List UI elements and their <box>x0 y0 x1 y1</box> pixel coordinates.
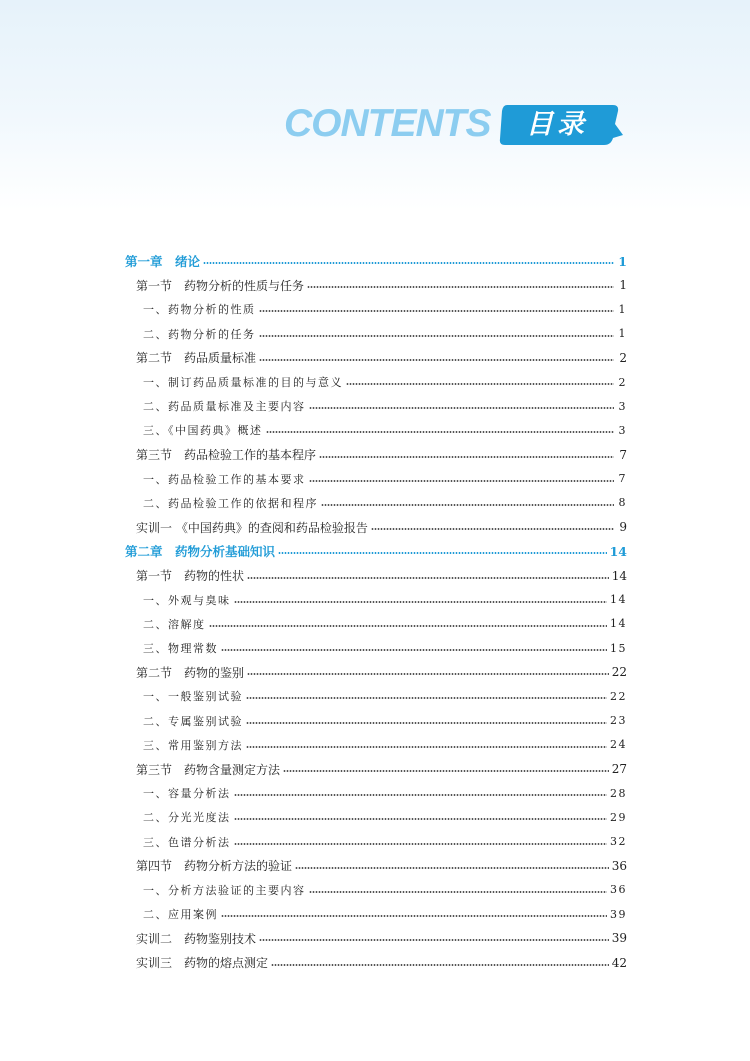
toc-entry-title: 一、一般鉴别试验 <box>143 690 243 704</box>
dot-leader <box>234 794 608 796</box>
toc-entry-title: 第四节 药物分析方法的验证 <box>136 859 293 874</box>
contents-title: CONTENTS <box>284 102 491 145</box>
toc-page-number: 15 <box>610 641 627 655</box>
mulu-badge <box>499 102 623 148</box>
toc-entry-title: 实训三 药物的熔点测定 <box>136 956 269 971</box>
dot-leader <box>371 528 614 530</box>
toc-page-number: 32 <box>610 835 627 849</box>
toc-entry-title: 一、外观与臭味 <box>143 593 231 607</box>
toc-page-number: 27 <box>611 762 627 777</box>
toc-row-item[interactable] <box>125 322 627 346</box>
toc-page-number: 14 <box>610 593 627 607</box>
toc-entry-title: 第二节 药物的鉴别 <box>136 665 245 680</box>
toc-page-number: 14 <box>610 617 627 631</box>
dot-leader <box>247 577 609 579</box>
toc-page-number: 36 <box>610 883 627 897</box>
dot-leader <box>234 818 608 820</box>
toc-entry-title: 三、色谱分析法 <box>143 835 231 849</box>
dot-leader <box>246 697 607 699</box>
toc-entry-title: 三、常用鉴别方法 <box>143 738 243 752</box>
dot-leader <box>309 480 615 482</box>
toc-row-item[interactable] <box>125 467 627 491</box>
toc-page-number: 9 <box>619 520 627 535</box>
toc-row-chapter[interactable] <box>125 249 627 273</box>
toc-entry-title: 第三节 药物含量测定方法 <box>136 762 281 777</box>
toc-row-section[interactable] <box>125 757 627 781</box>
toc-entry-title: 二、药物分析的任务 <box>143 327 256 341</box>
toc-page-number: 39 <box>610 907 627 921</box>
dot-leader <box>266 431 615 433</box>
toc-entry-title: 二、专属鉴别试验 <box>143 714 243 728</box>
toc-row-section[interactable] <box>125 273 627 297</box>
toc-page-number: 24 <box>610 738 627 752</box>
toc-row-item[interactable] <box>125 709 627 733</box>
toc-page-number: 1 <box>618 302 627 316</box>
toc-row-item[interactable] <box>125 612 627 636</box>
dot-leader <box>221 915 607 917</box>
toc-row-section[interactable] <box>125 854 627 878</box>
toc-row-item[interactable] <box>125 781 627 805</box>
toc-page-number: 14 <box>611 568 627 583</box>
toc-row-item[interactable] <box>125 733 627 757</box>
toc-row-item[interactable] <box>125 418 627 442</box>
dot-leader <box>221 649 607 651</box>
dot-leader <box>203 262 614 264</box>
toc-row-section[interactable] <box>125 443 627 467</box>
toc-page-number: 36 <box>611 858 627 873</box>
toc-entry-title: 第一节 药物分析的性质与任务 <box>136 278 305 293</box>
toc-row-section[interactable] <box>125 346 627 370</box>
toc-entry-title: 第二章 药物分析基础知识 <box>125 544 276 560</box>
toc-page-number: 42 <box>611 955 627 970</box>
toc-row-item[interactable] <box>125 684 627 708</box>
toc-row-item[interactable] <box>125 370 627 394</box>
toc-page-number: 7 <box>618 472 627 486</box>
mulu-title: 目录 <box>526 109 588 140</box>
toc-row-item[interactable] <box>125 805 627 829</box>
toc-row-practice[interactable] <box>125 926 627 950</box>
toc-page-number: 3 <box>618 423 627 437</box>
toc-entry-title: 第一章 绪论 <box>125 254 201 270</box>
toc-page-number: 14 <box>609 543 627 559</box>
toc-row-section[interactable] <box>125 563 627 587</box>
dot-leader <box>259 939 609 941</box>
toc-entry-title: 二、药品质量标准及主要内容 <box>143 400 306 414</box>
toc-page-number: 39 <box>611 931 627 946</box>
dot-leader <box>309 407 615 409</box>
toc-page-number: 2 <box>618 375 627 389</box>
dot-leader <box>346 383 614 385</box>
dot-leader <box>309 891 608 893</box>
toc-row-item[interactable] <box>125 394 627 418</box>
toc-row-item[interactable] <box>125 878 627 902</box>
toc-page-number: 22 <box>610 689 627 703</box>
toc-page-number: 3 <box>618 399 627 413</box>
toc-entry-title: 一、药品检验工作的基本要求 <box>143 472 306 486</box>
toc-row-item[interactable] <box>125 588 627 612</box>
toc-page-number: 8 <box>618 496 627 510</box>
toc-entry-title: 一、分析方法验证的主要内容 <box>143 883 306 897</box>
toc-page-number: 22 <box>611 665 627 680</box>
toc-page-number: 23 <box>610 714 627 728</box>
toc-row-practice[interactable] <box>125 515 627 539</box>
dot-leader <box>307 286 614 288</box>
toc-row-section[interactable] <box>125 660 627 684</box>
toc-entry-title: 第一节 药物的性状 <box>136 569 245 584</box>
toc-row-item[interactable] <box>125 902 627 926</box>
toc-entry-title: 一、容量分析法 <box>143 787 231 801</box>
toc-page-number: 7 <box>619 447 627 462</box>
toc-row-item[interactable] <box>125 830 627 854</box>
dot-leader <box>234 843 608 845</box>
toc-page-number: 28 <box>610 786 627 800</box>
toc-entry-title: 第三节 药品检验工作的基本程序 <box>136 448 317 463</box>
toc-row-chapter[interactable] <box>125 539 627 563</box>
dot-leader <box>259 335 615 337</box>
dot-leader <box>209 625 608 627</box>
toc-entry-title: 实训二 药物鉴别技术 <box>136 931 257 946</box>
toc-row-practice[interactable] <box>125 950 627 974</box>
dot-leader <box>278 552 607 554</box>
toc-entry-title: 二、药品检验工作的依据和程序 <box>143 496 318 510</box>
toc-entry-title: 二、应用案例 <box>143 908 218 922</box>
dot-leader <box>246 722 607 724</box>
toc-entry-title: 二、溶解度 <box>143 617 206 631</box>
toc-page-number: 1 <box>619 278 627 293</box>
toc-row-item[interactable] <box>125 297 627 321</box>
dot-leader <box>259 359 614 361</box>
toc-entry-title: 三、物理常数 <box>143 642 218 656</box>
dot-leader <box>295 867 609 869</box>
toc-entry-title: 三、《中国药典》概述 <box>143 424 263 438</box>
toc-entry-title: 一、制订药品质量标准的目的与意义 <box>143 376 343 390</box>
toc-entry-title: 二、分光光度法 <box>143 811 231 825</box>
toc-row-item[interactable] <box>125 491 627 515</box>
table-of-contents <box>125 249 627 975</box>
dot-leader <box>283 770 609 772</box>
contents-header <box>0 96 750 156</box>
toc-row-item[interactable] <box>125 636 627 660</box>
toc-page-number: 2 <box>619 350 627 365</box>
dot-leader <box>271 964 609 966</box>
toc-entry-title: 第二节 药品质量标准 <box>136 351 257 366</box>
dot-leader <box>259 310 615 312</box>
dot-leader <box>234 601 608 603</box>
dot-leader <box>247 673 609 675</box>
dot-leader <box>321 504 614 506</box>
dot-leader <box>319 456 614 458</box>
toc-entry-title: 一、药物分析的性质 <box>143 303 256 317</box>
toc-page-number: 1 <box>618 327 627 341</box>
toc-entry-title: 实训一 《中国药典》的查阅和药品检验报告 <box>136 520 368 535</box>
toc-page-number: 29 <box>610 810 627 824</box>
toc-page-number: 1 <box>618 253 627 269</box>
dot-leader <box>246 746 607 748</box>
